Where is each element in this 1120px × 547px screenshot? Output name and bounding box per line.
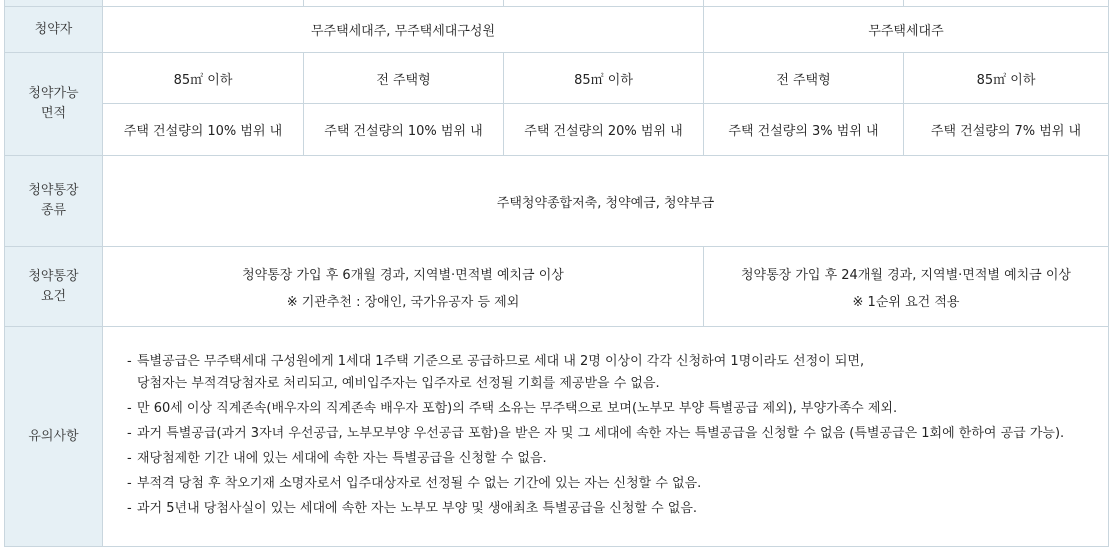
account-req-cell-right — [704, 247, 1109, 327]
area-size-cell: 85㎡ 이하 — [103, 53, 304, 104]
account-req-header — [5, 247, 103, 327]
account-req-right-line2: ※ 1순위 요건 적용 — [852, 294, 960, 310]
notes-list-item — [127, 398, 1108, 420]
area-range-row — [5, 104, 1109, 156]
account-req-header-line1: 청약통장 — [28, 268, 79, 284]
area-size-cell: 전 주택형 — [704, 53, 904, 104]
area-size-cell: 전 주택형 — [304, 53, 504, 104]
area-header-line2: 면적 — [40, 106, 67, 121]
notes-cell — [103, 327, 1109, 547]
notes-list-item — [127, 351, 1108, 395]
note-text: 특별공급은 무주택세대 구성원에게 1세대 1주택 기준으로 공급하므로 세대 내 2명 이상이 각각 신청하여 1명이라도 선정이 되면, — [137, 353, 865, 369]
account-type-header-line2: 종류 — [40, 203, 67, 218]
bullet-dash: - — [127, 400, 132, 416]
area-range-cell: 주택 건설량의 10% 범위 내 — [103, 104, 304, 156]
bullet-dash: - — [127, 425, 132, 441]
area-range-cell: 주택 건설량의 7% 범위 내 — [904, 104, 1109, 156]
area-size-cell: 85㎡ 이하 — [904, 53, 1109, 104]
account-req-header-line2: 요건 — [40, 288, 67, 304]
applicant-header: 청약자 — [5, 7, 103, 53]
account-req-left-line1: 청약통장 가입 후 6개월 경과, 지역별·면적별 예치금 이상 — [242, 267, 564, 283]
account-type-row — [5, 156, 1109, 247]
bullet-dash: - — [127, 475, 132, 491]
notes-list-item — [127, 473, 1108, 495]
note-text: 과거 5년내 당첨사실이 있는 세대에 속한 자는 노부모 부양 및 생애최초 특별공급을 신청할 수 없음. — [137, 500, 698, 516]
area-range-cell: 주택 건설량의 3% 범위 내 — [704, 104, 904, 156]
area-size-cell: 85㎡ 이하 — [504, 53, 704, 104]
note-text: 재당첨제한 기간 내에 있는 세대에 속한 자는 특별공급을 신청할 수 없음. — [137, 450, 547, 466]
bullet-dash: - — [127, 353, 132, 369]
notes-list-item — [127, 448, 1108, 470]
account-type-header — [5, 156, 103, 247]
account-req-right-line1: 청약통장 가입 후 24개월 경과, 지역별·면적별 예치금 이상 — [740, 267, 1071, 283]
special-supply-table-container — [4, 0, 1108, 547]
note-continuation: 당첨자는 부적격당첨자로 처리되고, 예비입주자는 입주자로 선정될 기회를 제공받을 수 없음. — [137, 375, 660, 391]
area-range-cell: 주택 건설량의 20% 범위 내 — [504, 104, 704, 156]
applicant-cell-left: 무주택세대주, 무주택세대구성원 — [103, 7, 704, 53]
area-header — [5, 53, 103, 156]
note-text: 만 60세 이상 직계존속(배우자의 직계존속 배우자 포함)의 주택 소유는 무주택으로 보며(노부모 부양 특별공급 제외), 부양가족수 제외. — [137, 400, 898, 416]
note-text: 과거 특별공급(과거 3자녀 우선공급, 노부모부양 우선공급 포함)을 받은 자 및 그 세대에 속한 자는 특별공급을 신청할 수 없음 (특별공급은 1회에 한하여 공급 가능). — [137, 425, 1065, 441]
bullet-dash: - — [127, 450, 132, 466]
bullet-dash: - — [127, 500, 132, 516]
note-text: 부적격 당첨 후 착오기재 소명자로서 입주대상자로 선정될 수 없는 기간에 있는 자는 신청할 수 없음. — [137, 475, 702, 491]
area-header-line1: 청약가능 — [28, 86, 79, 101]
notes-list — [103, 351, 1108, 520]
notes-header: 유의사항 — [5, 327, 103, 547]
area-range-cell: 주택 건설량의 10% 범위 내 — [304, 104, 504, 156]
area-size-row — [5, 53, 1109, 104]
account-type-header-line1: 청약통장 — [28, 183, 79, 198]
notes-row — [5, 327, 1109, 547]
notes-list-item — [127, 498, 1108, 520]
account-type-cell: 주택청약종합저축, 청약예금, 청약부금 — [103, 156, 1109, 247]
applicant-row — [5, 7, 1109, 53]
special-supply-table — [4, 0, 1109, 547]
account-req-cell-left — [103, 247, 704, 327]
applicant-cell-right: 무주택세대주 — [704, 7, 1109, 53]
notes-list-item — [127, 423, 1108, 445]
account-req-row — [5, 247, 1109, 327]
account-req-left-line2: ※ 기관추천 : 장애인, 국가유공자 등 제외 — [286, 294, 520, 310]
